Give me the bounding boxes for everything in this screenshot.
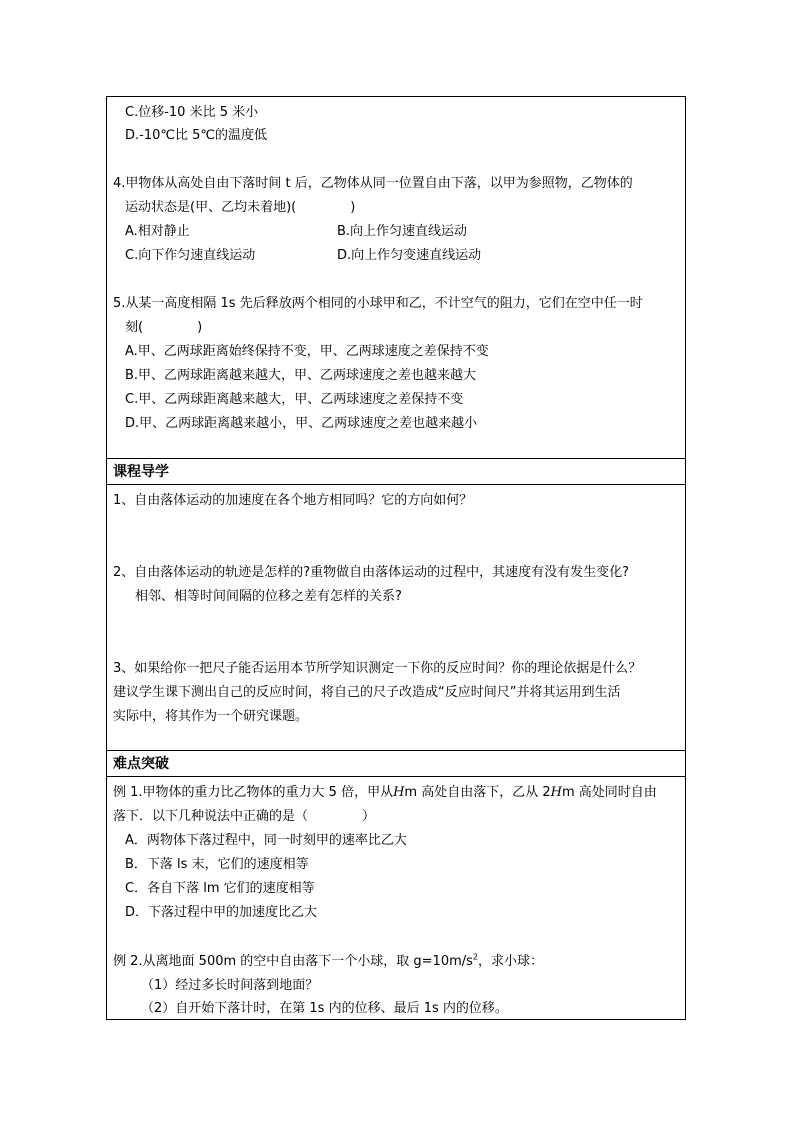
difficulty-title: 难点突破	[113, 756, 169, 772]
q5-stem-text: 刻(	[125, 320, 144, 335]
example-1-text-a: 例 1.甲物体的重力比乙物体的重力大 5 倍，甲从	[113, 785, 394, 800]
q3-option-c: C.位移-10 米比 5 米小	[125, 105, 259, 120]
q5-stem-line1: 5.从某一高度相隔 1s 先后释放两个相同的小球甲和乙，不计空气的阻力，它们在空中任一时	[113, 296, 643, 311]
example-1-line2	[113, 809, 375, 825]
q4-stem-line1: 4.甲物体从高处自由下落时间 t 后，乙物体从同一位置自由下落，以甲为参照物，乙物体的	[113, 176, 633, 191]
q5-stem-line2	[125, 320, 202, 336]
example-1-option-b: B．下落 ls 末，它们的速度相等	[125, 857, 309, 872]
q4-stem-text: 运动状态是(甲、乙均未着地)(	[125, 200, 297, 215]
guide-question-2-line2: 相邻、相等时间间隔的位移之差有怎样的关系?	[135, 589, 402, 604]
example-2-text-end: ，求小球：	[478, 954, 544, 969]
q4-stem-line2	[125, 200, 355, 216]
guide-header-row	[107, 458, 685, 484]
example-1-option-c: C．各自下落 lm 它们的速度相等	[125, 881, 315, 896]
q5-stem-close: )	[197, 320, 203, 335]
example-2-stem	[113, 954, 543, 970]
q5-option-c: C.甲、乙两球距离越来越大，甲、乙两球速度之差保持不变	[125, 392, 464, 407]
example-2-part-1: （1）经过多长时间落到地面？	[141, 978, 319, 993]
q3-option-d: D.-10℃比 5℃的温度低	[125, 128, 267, 143]
example-1-line1	[113, 785, 657, 801]
q5-option-b: B.甲、乙两球距离越来越大，甲、乙两球速度之差也越来越大	[125, 368, 477, 383]
height-symbol-1: H	[393, 785, 405, 800]
guide-question-1: 1、自由落体运动的加速度在各个地方相同吗？它的方向如何？	[113, 493, 473, 508]
q4-option-d: D.向上作匀变速直线运动	[337, 248, 482, 263]
q5-option-d: D.甲、乙两球距离越来越小，甲、乙两球速度之差也越来越小	[125, 416, 478, 431]
q4-option-b: B.向上作匀速直线运动	[337, 224, 468, 239]
example-1-stem: 落下．以下几种说法中正确的是（	[113, 809, 309, 824]
exponent: 2	[472, 952, 479, 962]
guide-question-3-line2: 建议学生课下测出自己的反应时间，将自己的尺子改造成“反应时间尺”并将其运用到生活	[113, 685, 621, 700]
q5-option-a: A.甲、乙两球距离始终保持不变，甲、乙两球速度之差保持不变	[125, 344, 489, 359]
example-1-text-c: m 高处同时自由	[561, 785, 657, 800]
example-1-option-a: A．两物体下落过程中，同一时刻甲的速率比乙大	[125, 833, 407, 848]
guide-title: 课程导学	[113, 464, 169, 480]
guide-content-row	[107, 484, 685, 750]
guide-question-3-line1: 3、如果给你一把尺子能否运用本节所学知识测定一下你的反应时间？你的理论依据是什么？	[113, 661, 642, 676]
example-1-stem-close: ）	[362, 809, 376, 824]
difficulty-header-row	[107, 750, 685, 776]
example-1-text-b: m 高处自由落下，乙从 2	[404, 785, 551, 800]
q4-option-a: A.相对静止	[125, 224, 190, 239]
guide-question-3-line3: 实际中，将其作为一个研究课题。	[113, 709, 309, 724]
example-2-part-2: （2）自开始下落计时，在第 1s 内的位移、最后 1s 内的位移。	[141, 1001, 508, 1016]
difficulty-content-row	[107, 776, 685, 1021]
q4-option-c: C.向下作匀速直线运动	[125, 248, 256, 263]
worksheet-table	[106, 96, 686, 1020]
questions-section	[107, 97, 685, 458]
example-2-text: 例 2.从离地面 500m 的空中自由落下一个小球，取 g=10m/s	[113, 954, 473, 969]
height-symbol-2: H	[550, 785, 562, 800]
q4-stem-close: )	[350, 200, 356, 215]
example-1-option-d: D．下落过程中甲的加速度比乙大	[125, 905, 318, 920]
guide-question-2-line1: 2、自由落体运动的轨迹是怎样的?重物做自由落体运动的过程中，其速度有没有发生变化?	[113, 565, 630, 580]
